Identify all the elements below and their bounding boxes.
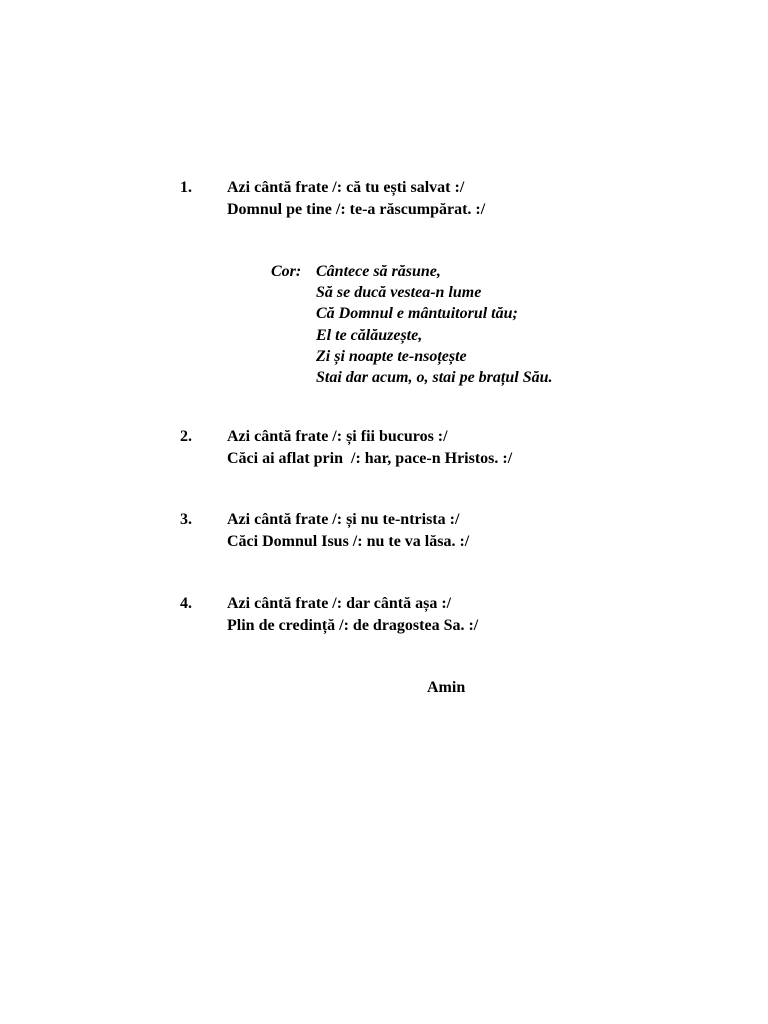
verse-line: Domnul pe tine /: te-a răscumpărat. :/ [227,201,486,218]
chorus-label: Cor: [271,263,302,280]
chorus-line: Stai dar acum, o, stai pe brațul Său. [316,369,553,387]
verse-line: Azi cântă frate /: și fii bucuros :/ [227,428,448,445]
verse-lines [227,509,469,553]
chorus-line: Cântece să răsune, [316,263,441,280]
verse-number: 1. [180,179,192,196]
chorus-line: Să se ducă vestea-n lume [316,284,482,302]
verse-line: Azi cântă frate /: că tu ești salvat :/ [227,179,465,196]
verse-lines [227,593,478,637]
verse-line: Căci Domnul Isus /: nu te va lăsa. :/ [227,533,470,550]
verse-lines [227,426,512,470]
verse-line: Plin de credință /: de dragostea Sa. :/ [227,617,479,634]
chorus-line: El te călăuzește, [316,326,423,344]
chorus-line: Că Domnul e mântuitorul tău; [316,305,518,323]
verse-line: Azi cântă frate /: și nu te-ntrista :/ [227,511,460,528]
verse-line: Căci ai aflat prin /: har, pace-n Hristos. :/ [227,450,513,467]
verse-line: Azi cântă frate /: dar cântă așa :/ [227,595,452,612]
chorus-lines [316,261,553,388]
verse-number: 3. [180,511,192,528]
verse-lines [227,177,485,221]
verse-number: 4. [180,595,192,612]
closing-amen: Amin [427,679,466,696]
chorus-line: Zi și noapte te-nsoțește [316,347,467,365]
verse-number: 2. [180,428,192,445]
